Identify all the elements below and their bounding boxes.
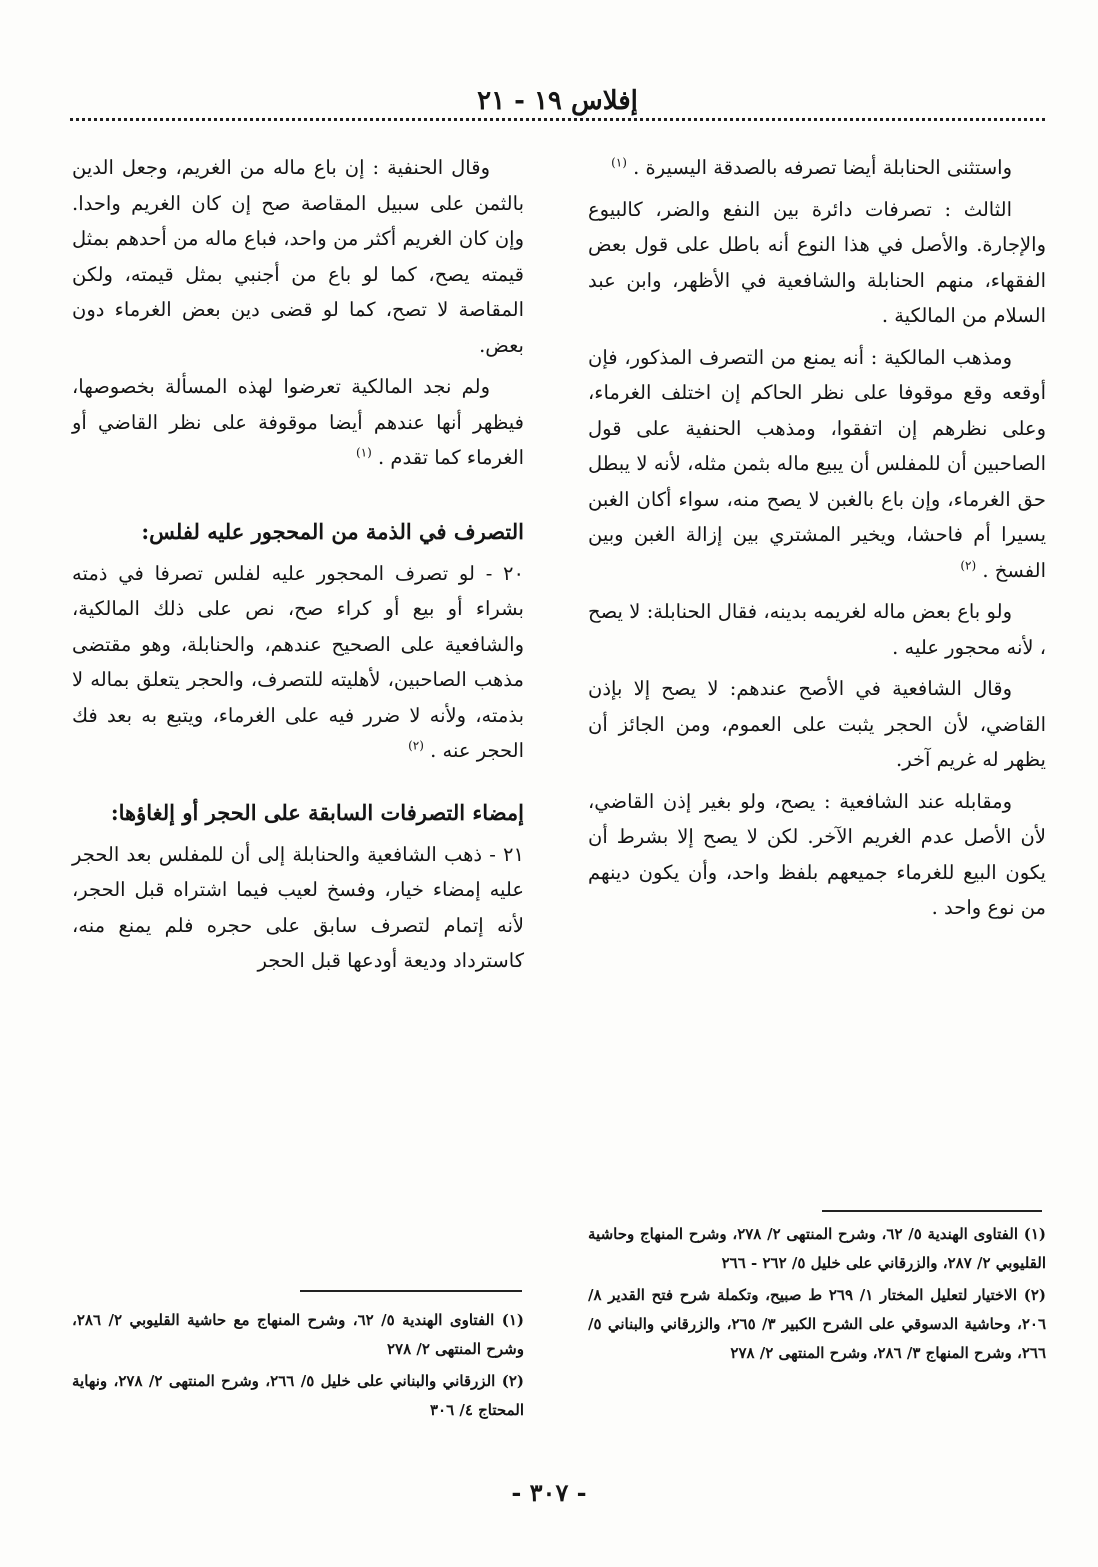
footnote-ref: (٢) [408,738,424,753]
footnote-separator [822,1210,1042,1212]
footnotes-left [72,1306,524,1428]
page-number: - ٣٠٧ - [511,1478,587,1507]
paragraph-text: ٢٠ - لو تصرف المحجور عليه لفلس تصرفا في ذمته بشراء أو بيع أو كراء صح، نص على ذلك المالكية، والشافعية على الصحيح عندهم، والحنابلة، وهو مقتضى مذهب الصاحبين، لأهليته للتصرف، والحجر يتعلق بماله لا بذمته، ولأنه لا ضرر فيه على الغرماء، ويتبع به بعد فك الحجر عنه . [72,561,524,762]
footnote: (٢) الزرقاني والبناني على خليل ٥/ ٢٦٦، وشرح المنتهى ٢/ ٢٧٨، ونهاية المحتاج ٤/ ٣٠٦ [72,1372,524,1419]
section-heading: التصرف في الذمة من المحجور عليه لفلس: [141,518,524,544]
running-header: إفلاس ١٩ - ٢١ [477,86,638,116]
paragraph: وقال الشافعية في الأصح عندهم: لا يصح إلا بإذن القاضي، لأن الحجر يثبت على العموم، ومن الجائز أن يظهر له غريم آخر. [588,677,1046,771]
paragraph [588,150,1046,186]
paragraph-text: ولم نجد المالكية تعرضوا لهذه المسألة بخصوصها، فيظهر أنها عندهم أيضا موقوفة على نظر القاضي أو الغرماء كما تقدم . [72,375,524,469]
footnote-separator [300,1290,522,1292]
paragraph [72,369,524,476]
section-heading: إمضاء التصرفات السابقة على الحجر أو إلغاؤها: [110,799,524,825]
paragraph: وقال الحنفية : إن باع ماله من الغريم، وجعل الدين بالثمن على سبيل المقاصة صح إن كان الغريم واحدا. وإن كان الغريم أكثر من واحد، فباع ماله من أحدهم بمثل قيمته يصح، كما لو باع من أجنبي بمثل قيمته، ولكن المقاصة لا تصح، كما لو قضى دين بعض الغرماء دون بعض. [72,156,524,357]
footnote-ref: (٢) [960,558,977,572]
paragraph [72,556,524,769]
paragraph-text: واستثنى الحنابلة أيضا تصرفه بالصدقة اليسيرة . [633,156,1012,179]
paragraph [588,340,1046,589]
footnotes-right [588,1220,1046,1371]
left-column [72,150,524,985]
paragraph: ومقابله عند الشافعية : يصح، ولو بغير إذن القاضي، لأن الأصل عدم الغريم الآخر. لكن لا يصح إلا بشرط أن يكون البيع للغرماء جميعهم بلفظ واحد، وأن يكون دينهم من نوع واحد . [588,789,1046,919]
footnote: (٢) الاختيار لتعليل المختار ١/ ٢٦٩ ط صبيح، وتكملة شرح فتح القدير ٨/ ٢٠٦، وحاشية الدسوقي على الشرح الكبير ٣/ ٢٦٥، والزرقاني والبناني ٥/ ٢٦٦، وشرح المنهاج ٣/ ٢٨٦، وشرح المنتهى ٢/ ٢٧٨ [588,1286,1046,1362]
header-dotted-rule [70,118,1045,121]
footnote: (١) الفتاوى الهندية ٥/ ٦٢، وشرح المنتهى ٢/ ٢٧٨، وشرح المنهاج وحاشية القليوبي ٢/ ٢٨٧، والزرقاني على خليل ٥/ ٢٦٢ - ٢٦٦ [588,1225,1046,1272]
footnote-ref: (١) [355,445,372,460]
paragraph: ولو باع بعض ماله لغريمه بدينه، فقال الحنابلة: لا يصح ، لأنه محجور عليه . [588,600,1046,659]
paragraph-text: ومذهب المالكية : أنه يمنع من التصرف المذكور، فإن أوقعه وقع موقوفا على نظر الحاكم إن اختلف الغرماء، وعلى نظرهم إن اتفقوا، ومذهب الحنفية على قول الصاحبين أن للمفلس أن يبيع ماله بثمن مثله، لأنه لا يبطل حق الغرماء، وإن باع بالغبن لا يصح منه، سواء أكان الغبن يسيرا أم فاحشا، ويخير المشتري بين إزالة الغبن وبين الفسخ . [588,345,1046,582]
paragraph: ٢١ - ذهب الشافعية والحنابلة إلى أن للمفلس بعد الحجر عليه إمضاء خيار، وفسخ لعيب فيما اشتراه قبل الحجر، لأنه إتمام لتصرف سابق على حجره فلم يمنع منه، كاسترداد وديعة أودعها قبل الحجر [72,842,524,972]
paragraph: الثالث : تصرفات دائرة بين النفع والضر، كالبيوع والإجارة. والأصل في هذا النوع أنه باطل على قول بعض الفقهاء، منهم الحنابلة والشافعية في الأظهر، وابن عبد السلام من المالكية . [588,197,1046,327]
footnote-ref: (١) [611,155,627,170]
right-column [588,150,1046,932]
footnote: (١) الفتاوى الهندية ٥/ ٦٢، وشرح المنهاج مع حاشية القليوبي ٢/ ٢٨٦، وشرح المنتهى ٢/ ٢٧٨ [72,1311,524,1358]
